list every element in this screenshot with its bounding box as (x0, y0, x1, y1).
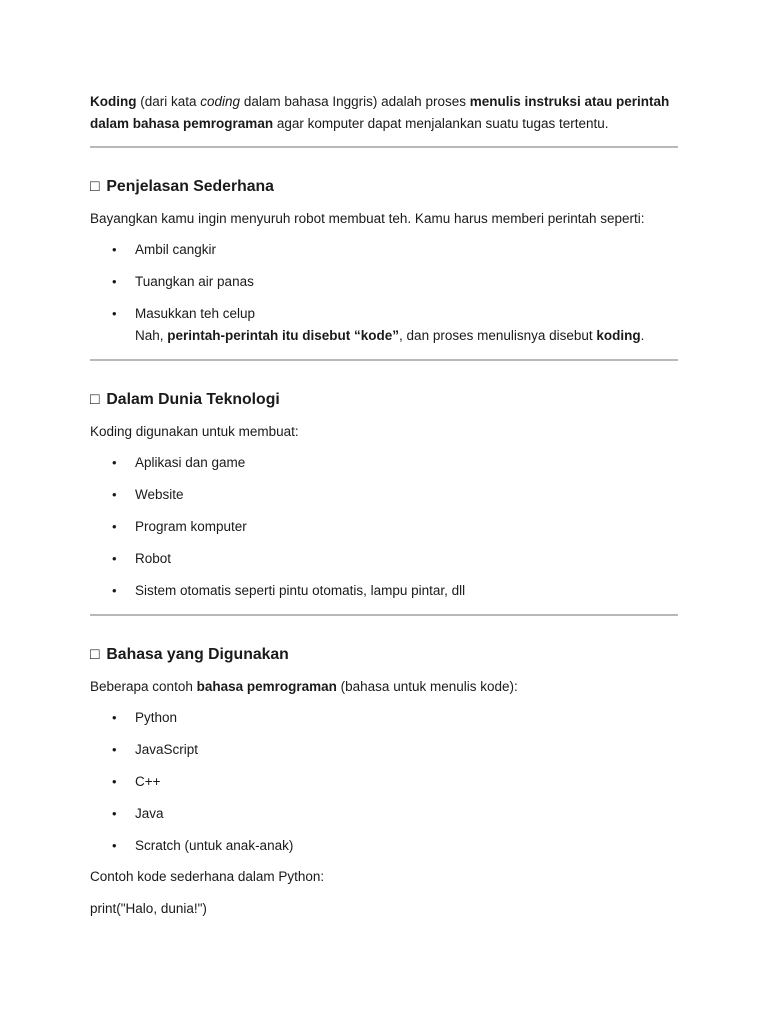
section1-paragraph: Bayangkan kamu ingin menyuruh robot membuat teh. Kamu harus memberi perintah seperti: (90, 211, 645, 226)
section-heading-teknologi (90, 390, 678, 410)
intro-term: Koding (90, 94, 137, 109)
intro-paragraph (90, 91, 678, 135)
list-item: • Sistem otomatis seperti pintu otomatis, lampu pintar, dll (90, 580, 678, 602)
list-item: • C++ (90, 771, 678, 793)
paragraph-prefix: Beberapa contoh (90, 679, 197, 694)
list-item-text: Masukkan teh celup (135, 306, 256, 321)
heading-text: Dalam Dunia Teknologi (106, 391, 280, 408)
heading-text: Bahasa yang Digunakan (106, 646, 289, 663)
list-item (90, 303, 678, 347)
divider-1 (90, 146, 678, 148)
section3-paragraph (90, 677, 678, 697)
divider-2 (90, 359, 678, 361)
section3-list (90, 707, 678, 857)
heading-glyph-icon: □ (90, 646, 100, 663)
section2-paragraph: Koding digunakan untuk membuat: (90, 424, 299, 439)
paragraph-bold: bahasa pemrograman (196, 679, 337, 694)
section-heading-penjelasan (90, 177, 678, 197)
code-example: print("Halo, dunia!") (90, 901, 207, 916)
section1-list (90, 239, 678, 347)
list-item: • Website (90, 484, 678, 506)
intro-coding-word: coding (200, 94, 241, 109)
heading-text: Penjelasan Sederhana (106, 178, 274, 195)
list-item: • JavaScript (90, 739, 678, 761)
intro-text-2: dalam bahasa Inggris) adalah proses (240, 94, 470, 109)
heading-glyph-icon: □ (90, 178, 100, 195)
closing-prefix: Nah, (135, 328, 168, 343)
intro-bold-phrase: menulis instruksi atau perintah dalam bahasa pemrograman (90, 94, 670, 131)
list-item: • Robot (90, 548, 678, 570)
list-item: • Aplikasi dan game (90, 452, 678, 474)
list-item: • Java (90, 803, 678, 825)
closing-bold-koding: koding (596, 328, 641, 343)
paragraph-suffix: (bahasa untuk menulis kode): (336, 679, 518, 694)
list-item: • Program komputer (90, 516, 678, 538)
section-heading-bahasa (90, 645, 678, 665)
heading-glyph-icon: □ (90, 391, 100, 408)
closing-bold: perintah-perintah itu disebut “kode” (167, 328, 400, 343)
intro-text-1: (dari kata (136, 94, 201, 109)
example-label: Contoh kode sederhana dalam Python: (90, 869, 325, 884)
divider-3 (90, 614, 678, 616)
closing-end: . (640, 328, 645, 343)
list-item: • Ambil cangkir (90, 239, 678, 261)
list-item: • Python (90, 707, 678, 729)
document-content (90, 91, 678, 919)
section2-list (90, 452, 678, 602)
closing-middle: , dan proses menulisnya disebut (399, 328, 597, 343)
list-item: • Scratch (untuk anak-anak) (90, 835, 678, 857)
list-item: • Tuangkan air panas (90, 271, 678, 293)
intro-text-3: agar komputer dapat menjalankan suatu tugas tertentu. (273, 116, 609, 131)
